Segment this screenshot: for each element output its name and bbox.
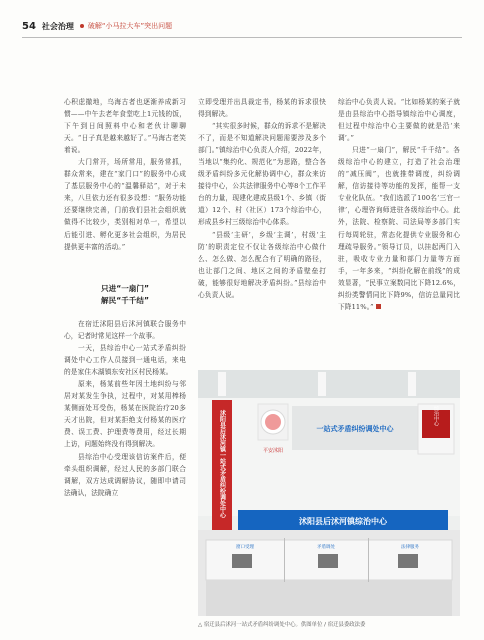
paragraph: 心积虑撤地，乌海古者也逐渐养成新习惯——中午去老年食堂吃上1元钱的饭，下午到日间照料中心和老伙计聊聊天。“日子真是越来越好了。”马海古老笑着说。 (64, 98, 186, 155)
end-mark-icon (376, 304, 381, 309)
paragraph: 一天，县综治中心一站式矛盾纠纷调处中心工作人员接到一通电话，来电的是家住木湖镇东安社区村民杨某。 (64, 344, 186, 377)
column-1-bottom (64, 318, 186, 499)
paragraph: 大门常开，场所常用，服务常抓，群众常来，建在“家门口”的服务中心成了基层服务中心的“温馨驿站”，对于未来，八旦依力还有很多设想：“服务功能还要继续完善，门前我们县社会组织就做得不比较少，类别相对单一，希望以后能引进、孵化更多社会组织，为居民提供更丰富的活动。” (64, 158, 186, 251)
header-divider (22, 37, 462, 38)
bullet-dot-icon (80, 24, 84, 28)
paragraph: 原来，杨某前些年因土地纠纷与邻居对某发生争执，过程中，对某用棒杨某侧面处耳受伤，杨某在医院治疗20多天才出院，但对某拒绝支付杨某的医疗费、误工费、护理费等费用，经过长期上访，问题始终没有得到解决。 (64, 380, 186, 449)
column-2 (198, 96, 326, 301)
counter-label: 窗口受理 (236, 545, 254, 550)
paragraph: “县级‘主研’，乡级‘主调’，村级‘主防’的职责定位不仅让各级综治中心做什么、怎么做、怎么配合有了明确的路径，也让部门之间、地区之间的矛盾壁垒打破，能够很好地解决矛盾纠纷。”县综治中心负责人说。 (198, 230, 326, 299)
photo-caption: △ 宿迁县后沭河一站式矛盾纠纷调处中心。供图单位 / 宿迁县委政法委 (198, 622, 366, 628)
main-sign-text: 沭阳县后沭河镇综治中心 (299, 517, 387, 526)
column-3 (338, 96, 460, 313)
paragraph: 综治中心负责人说。“比如杨某的案子就是由县综治中心指导镇综治中心调度，但过程中综治中心主要做的就是沿‘来调’。” (338, 98, 460, 143)
paragraph: 县综治中心受理该信访案件后，便牵头组织调解，经过人民的多部门联合调解，双方达成调解协议，随即申请司法确认，法院确立 (64, 452, 186, 497)
page-header (22, 18, 172, 34)
section-subtitle: 破解“小马拉大车”突出问题 (87, 22, 173, 30)
counter-label: 法律服务 (401, 545, 419, 550)
photo-illustration (198, 370, 460, 616)
paragraph (338, 144, 460, 313)
wall-text: 一站式矛盾纠纷调处中心 (316, 425, 394, 433)
column-1-top (64, 96, 186, 253)
sub-heading-line-1: 只进“一扇门” (101, 284, 149, 293)
sub-heading (64, 283, 186, 307)
paragraph-text: 只进“一扇门”，解民“千千结”。各级综治中心的建立，打造了社会治理的“减压阀”，也就推带调度，纠纷调解，信访接待等功能的发挥，能帮一支专业化队伍。“我们选派了100名‘三官一律’，心理咨询师进驻各级综治中心。此外，法院、检察院、司法局等多部门实行每周轮驻，常态化提供专业服务和心理疏导服务。”领导订员，以挂起两门入驻，吸收专业力量和部门力量等方面手，一年多来，“纠纷化解在前线”的成效显著，“民事立案数同比下降12.6%，纠纷类警情同比下降9%，信访总量同比下降11%。” (338, 146, 460, 311)
logo-text: 平安沭阳 (262, 448, 284, 454)
sub-heading-line-2: 解民“千千结” (101, 296, 149, 305)
counter-label: 矛盾调处 (317, 545, 335, 550)
section-title: 社会治理 (41, 21, 74, 31)
paragraph: 立即受理并出具裁定书，杨某的诉求很快得到解决。 (198, 98, 326, 119)
side-sign-text: 综治中心 (433, 406, 439, 426)
service-center-photo (198, 370, 460, 616)
paragraph: “其实很多时候，群众的诉求不是解决不了，而是不知道解决问题需要涉及多个部门。”镇综治中心负责人介绍，2022年，当地以“集约化、规范化”为思路，整合各级矛盾纠纷多元化解协调中心，群众来访接待中心，公共法律服务中心等8个工作平台的力量，现建化建成县级1个、乡镇（街道）12个、村（社区）173个综治中心，形成县乡村三级综治中心体系。 (198, 122, 326, 227)
page-number: 54 (22, 20, 36, 32)
paragraph: 在宿迁沭阳县后沭河镇联合服务中心，记者时常见这样一个故事。 (64, 320, 186, 341)
vertical-banner-text: 沭阳县后沭河镇一站式矛盾纠纷调处中心 (218, 410, 226, 518)
